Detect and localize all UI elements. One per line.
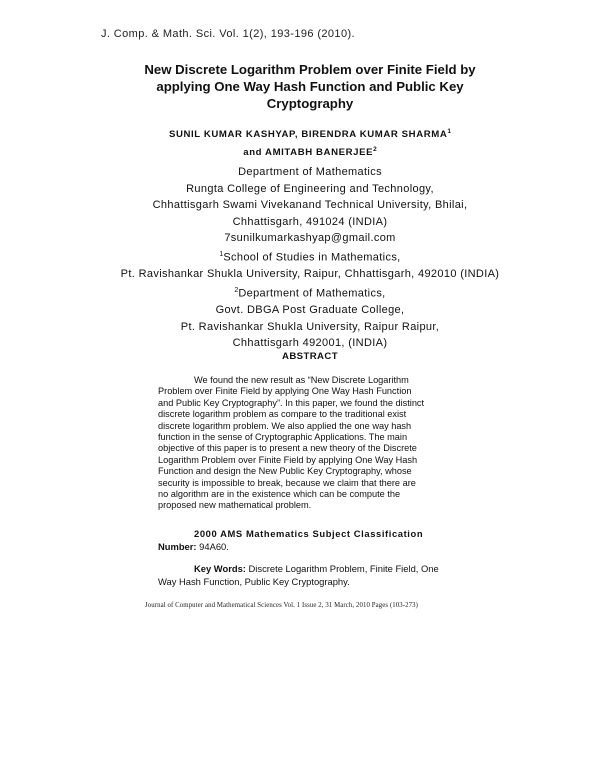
abstract-line: We found the new result as “New Discrete Logarithm: [194, 375, 409, 385]
affil-dept-2: Department of Mathematics,: [238, 287, 386, 300]
abstract-line: security is impossible to break, because we claim that there are: [158, 477, 416, 488]
title-line-2: applying One Way Hash Function and Public Key: [156, 79, 464, 94]
journal-citation: J. Comp. & Math. Sci. Vol. 1(2), 193-196 (2010).: [101, 28, 355, 40]
authors-line-2: [120, 142, 500, 160]
abstract-line: Problem over Finite Field by applying One Way Hash Function: [158, 386, 412, 397]
affil-university-3: Pt. Ravishankar Shukla University, Raipur Raipur,: [180, 320, 440, 333]
affil-sup-2: 2: [234, 286, 239, 294]
title-line-1: New Discrete Logarithm Problem over Finite Field by: [144, 62, 476, 77]
title-line-3: Cryptography: [266, 96, 354, 111]
abstract-line: Function and design the New Public Key Cryptography, whose: [158, 466, 412, 477]
keywords-line-1: [158, 563, 463, 576]
abstract-line: function in the sense of Cryptographic Applications. The main: [158, 432, 408, 443]
abstract-heading: ABSTRACT: [282, 351, 338, 362]
affil-dept2-line: [80, 283, 540, 302]
ams-number-label: Number:: [158, 541, 197, 552]
ams-classification: [158, 527, 463, 553]
ams-number-value: 94A60.: [199, 541, 229, 552]
keywords-text-2: Way Hash Function, Public Key Cryptography.: [158, 575, 350, 587]
abstract-body: [158, 375, 463, 512]
abstract-line: discrete logarithm problem. We also applied the one way hash: [158, 420, 412, 431]
affil-location-3: Chhattisgarh 492001, (INDIA): [232, 337, 388, 350]
affil-university: Chhattisgarh Swami Vivekanand Technical University, Bhilai,: [152, 199, 468, 212]
affil-college-2: Govt. DBGA Post Graduate College,: [215, 304, 405, 317]
affil-college: Rungta College of Engineering and Technology,: [186, 182, 434, 195]
author-list: [120, 124, 500, 160]
keywords-text-1: Discrete Logarithm Problem, Finite Field, One: [248, 563, 439, 574]
affil-sup-1: 1: [219, 250, 224, 258]
author-affil-sup-1: 1: [447, 128, 451, 135]
authors-names-1: SUNIL KUMAR KASHYAP, BIRENDRA KUMAR SHARMA: [168, 129, 448, 141]
affil-dept: Department of Mathematics: [238, 166, 382, 178]
affil-email: 7sunilkumarkashyap@gmail.com: [224, 232, 396, 245]
affil-school-line: [80, 247, 540, 266]
keywords: [158, 563, 463, 588]
abstract-line: Logarithm Problem over Finite Field by applying One Way Hash: [158, 454, 418, 465]
abstract-line: no algorithm are in the existence which can be compute the: [158, 489, 401, 500]
affil-school: School of Studies in Mathematics,: [223, 251, 401, 264]
affil-location: Chhattisgarh, 491024 (INDIA): [232, 215, 388, 228]
keywords-label: Key Words:: [194, 563, 246, 574]
abstract-line: objective of this paper is to present a new theory of the Discrete: [158, 443, 417, 454]
affiliations: [80, 164, 540, 352]
ams-heading: 2000 AMS Mathematics Subject Classification: [194, 528, 424, 539]
author-affil-sup-2: 2: [373, 146, 377, 154]
abstract-line: proposed new mathematical problem.: [158, 500, 312, 511]
authors-names-2: and AMITABH BANERJEE: [243, 147, 374, 159]
abstract-line: and Public Key Cryptography”. In this paper, we found the distinct: [158, 397, 425, 408]
authors-line-1: [120, 124, 500, 142]
affil-university-2: Pt. Ravishankar Shukla University, Raipur, Chhattisgarh, 492010 (INDIA): [120, 268, 500, 281]
paper-title: [120, 61, 500, 112]
journal-footer: Journal of Computer and Mathematical Sciences Vol. 1 Issue 2, 31 March, 2010 Pages (103-273): [145, 602, 419, 609]
abstract-line: discrete logarithm problem as compare to the traditional exist: [158, 409, 407, 420]
